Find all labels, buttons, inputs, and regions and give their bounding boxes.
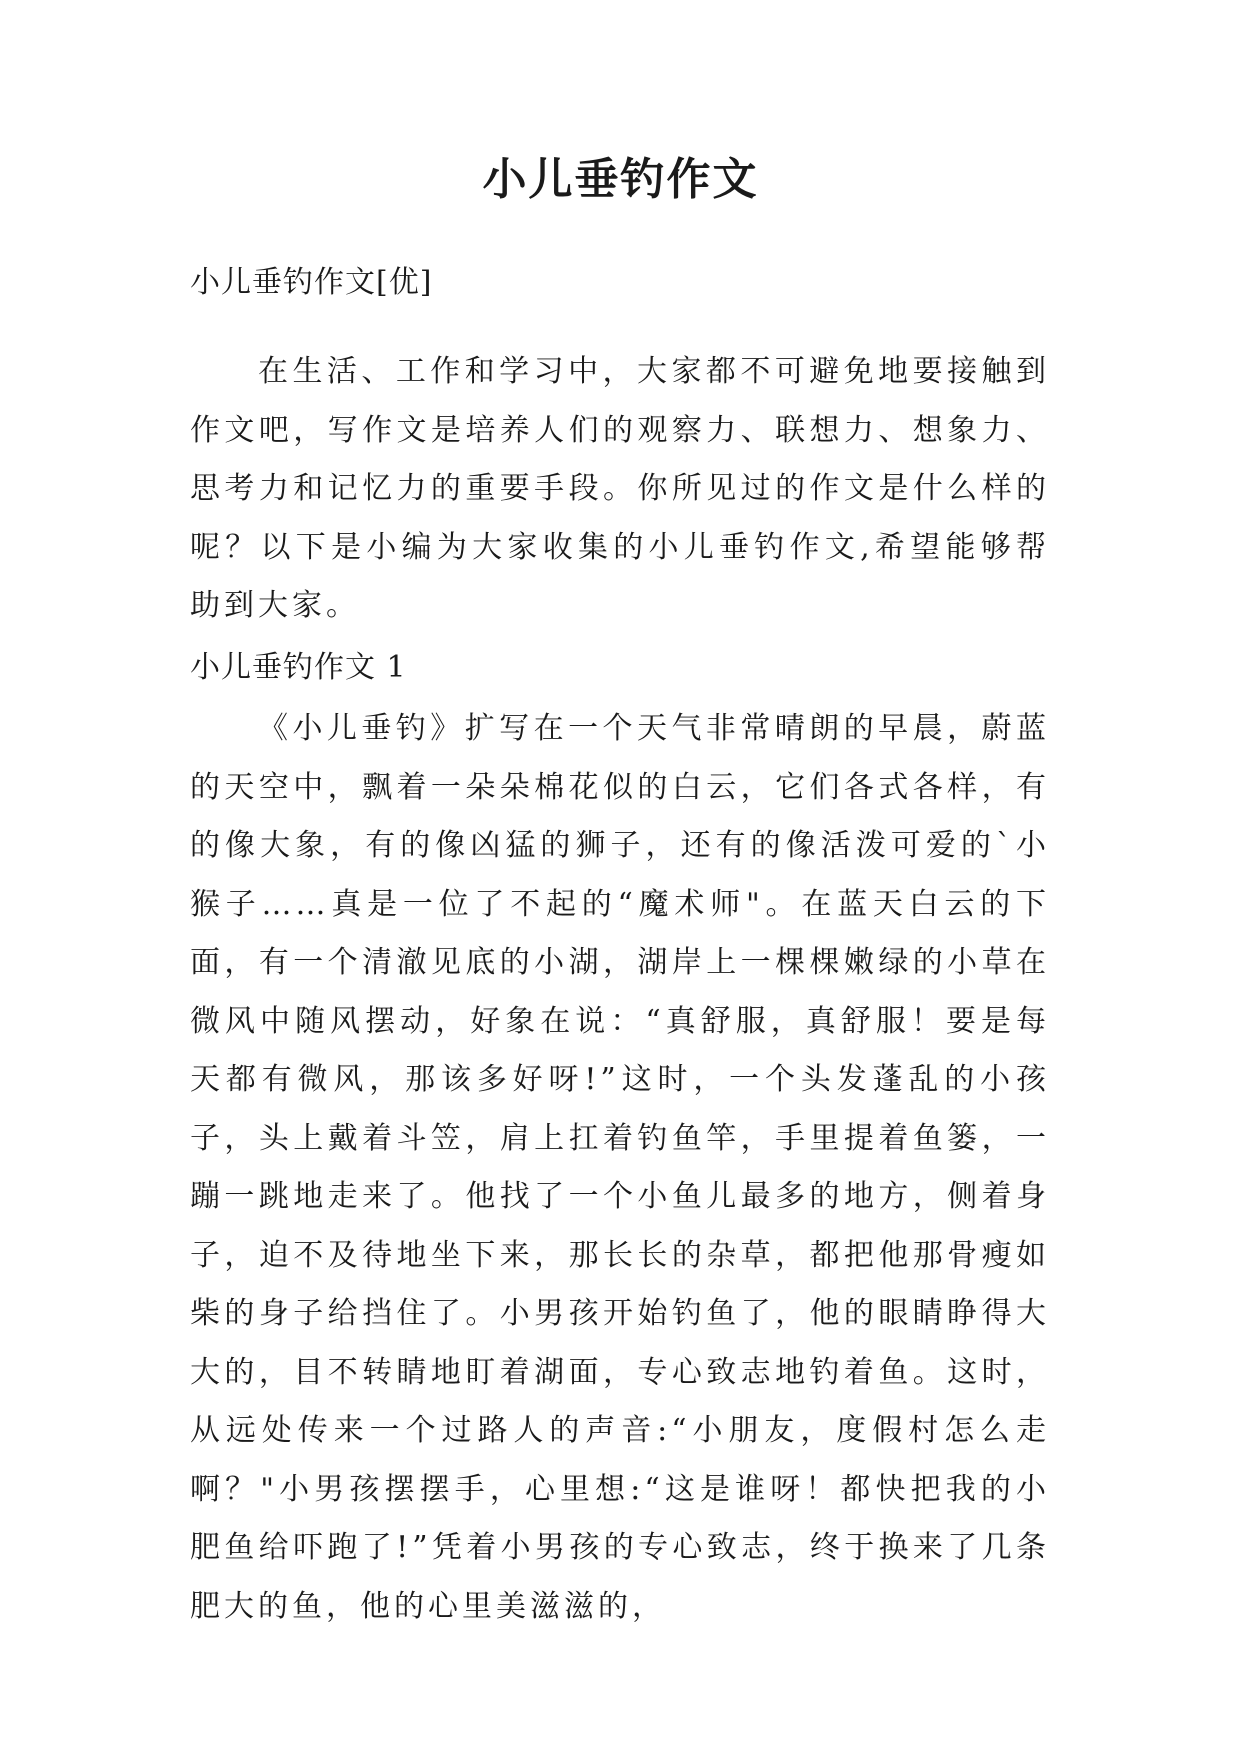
section-1-heading: 小儿垂钓作文 1	[190, 650, 407, 685]
section-1-paragraph: 《小儿垂钓》扩写在一个天气非常晴朗的早晨，蔚蓝的天空中，飘着一朵朵棉花似的白云，它们各式各样，有的像大象，有的像凶猛的狮子，还有的像活泼可爱的`小猴子……真是一位了不起的“魔术师"。在蓝天白云的下面，有一个清澈见底的小湖，湖岸上一棵棵嫩绿的小草在微风中随风摆动，好象在说：“真舒服，真舒服！要是每天都有微风，那该多好呀!”这时，一个头发蓬乱的小孩子，头上戴着斗笠，肩上扛着钓鱼竿，手里提着鱼篓，一蹦一跳地走来了。他找了一个小鱼儿最多的地方，侧着身子，迫不及待地坐下来，那长长的杂草，都把他那骨瘦如柴的身子给挡住了。小男孩开始钓鱼了，他的眼睛睁得大大的，目不转睛地盯着湖面，专心致志地钓着鱼。这时，从远处传来一个过路人的声音:“小朋友，度假村怎么走啊？"小男孩摆摆手，心里想:“这是谁呀！都快把我的小肥鱼给吓跑了!”凭着小男孩的专心致志，终于换来了几条肥大的鱼，他的心里美滋滋的，	[190, 711, 1050, 1624]
document-title: 小儿垂钓作文	[482, 154, 759, 205]
intro-heading: 小儿垂钓作文[优]	[190, 265, 433, 300]
intro-paragraph: 在生活、工作和学习中，大家都不可避免地要接触到作文吧，写作文是培养人们的观察力、联想力、想象力、思考力和记忆力的重要手段。你所见过的作文是什么样的呢？以下是小编为大家收集的小儿垂钓作文,希望能够帮助到大家。	[190, 354, 1050, 623]
